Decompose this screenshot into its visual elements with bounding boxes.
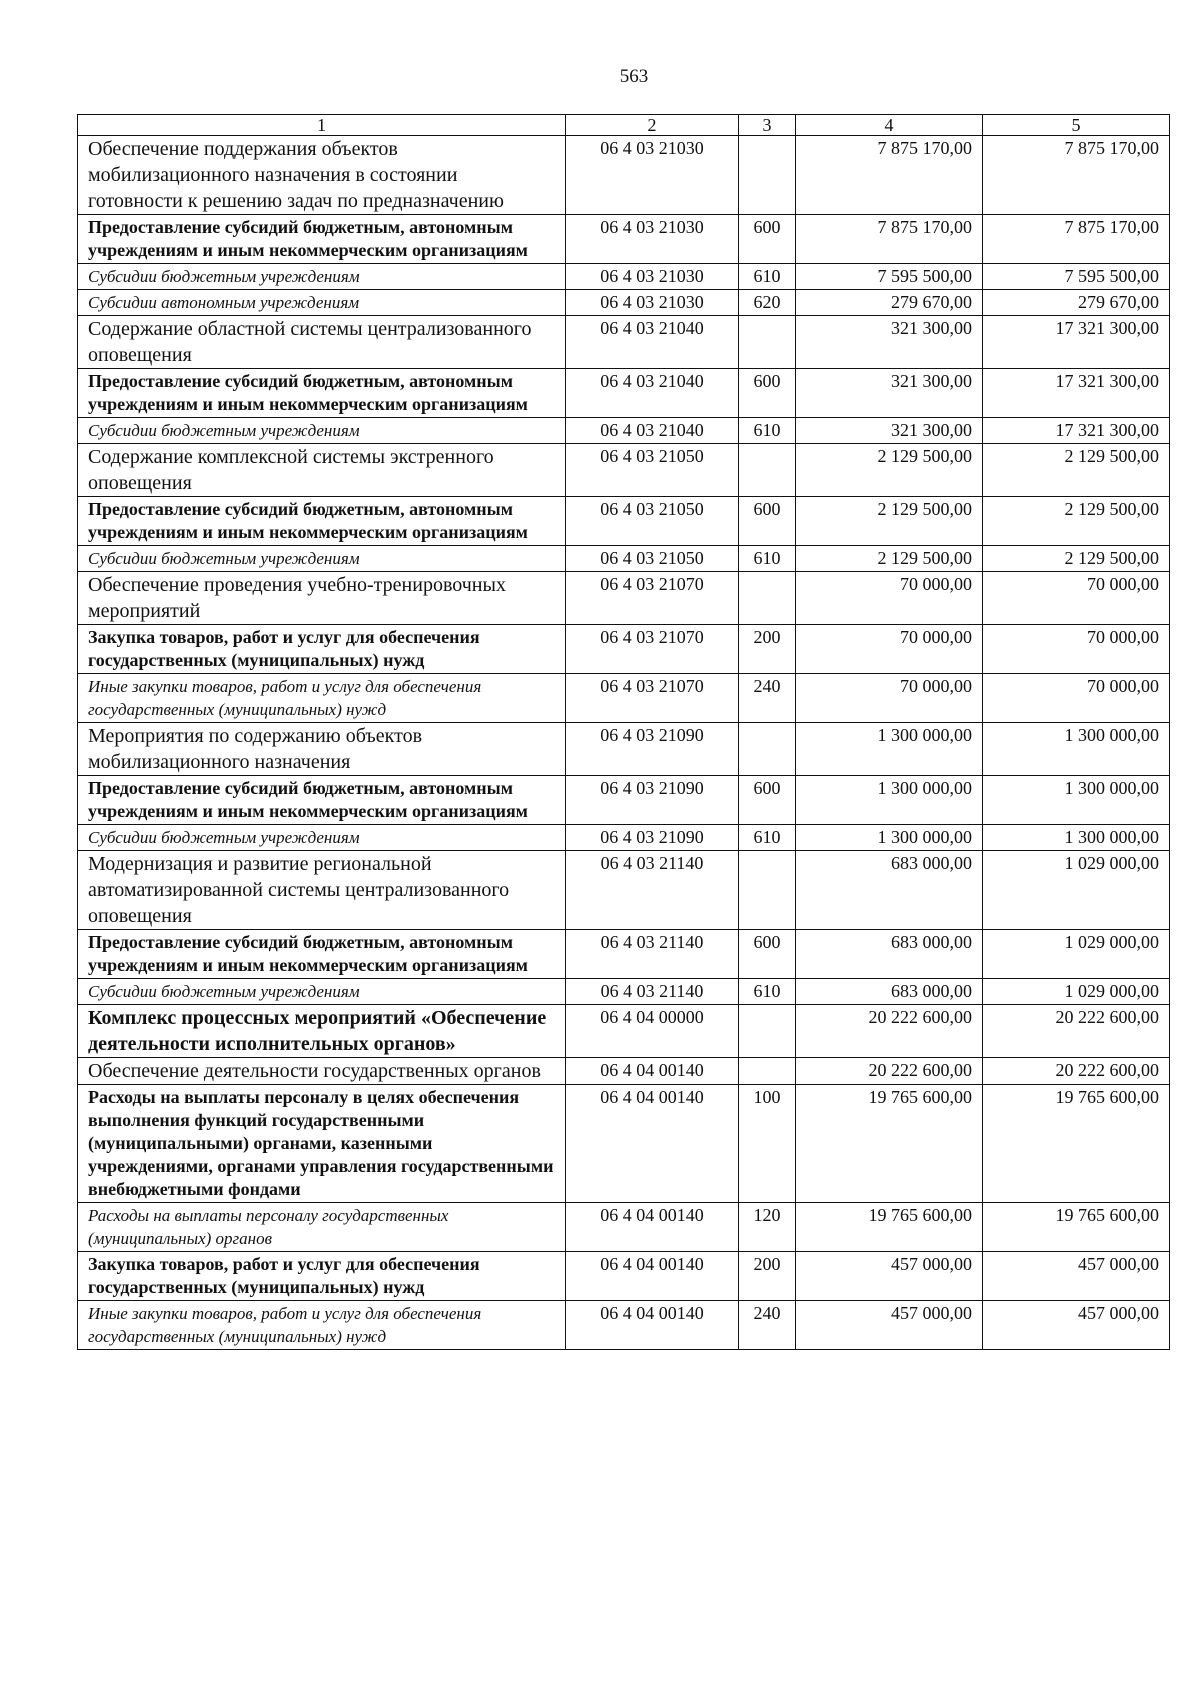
table-row (78, 418, 1170, 444)
row-amount-1-cell: 70 000,00 (796, 572, 983, 625)
row-expense-type-cell: 600 (739, 930, 796, 979)
row-expense-type-cell: 610 (739, 546, 796, 572)
row-amount-1-cell: 457 000,00 (796, 1252, 983, 1301)
row-amount-1-cell: 457 000,00 (796, 1301, 983, 1350)
row-name-cell: Субсидии бюджетным учреждениям (78, 546, 566, 572)
row-expense-type-cell: 600 (739, 776, 796, 825)
row-code-cell: 06 4 03 21090 (566, 825, 739, 851)
row-code-cell: 06 4 03 21040 (566, 418, 739, 444)
row-expense-type-cell: 240 (739, 1301, 796, 1350)
row-amount-2-cell: 2 129 500,00 (983, 546, 1170, 572)
row-amount-1-cell: 7 875 170,00 (796, 136, 983, 215)
row-amount-1-cell: 321 300,00 (796, 316, 983, 369)
row-code-cell: 06 4 03 21030 (566, 136, 739, 215)
row-amount-2-cell: 17 321 300,00 (983, 418, 1170, 444)
row-expense-type-cell (739, 316, 796, 369)
table-row (78, 1058, 1170, 1085)
row-amount-2-cell: 279 670,00 (983, 290, 1170, 316)
table-row (78, 825, 1170, 851)
row-amount-2-cell: 19 765 600,00 (983, 1085, 1170, 1203)
row-amount-2-cell: 7 595 500,00 (983, 264, 1170, 290)
row-amount-2-cell: 20 222 600,00 (983, 1058, 1170, 1085)
row-amount-1-cell: 321 300,00 (796, 418, 983, 444)
row-amount-2-cell: 70 000,00 (983, 572, 1170, 625)
row-name-cell: Предоставление субсидий бюджетным, автономным учреждениям и иным некоммерческим организациям (78, 776, 566, 825)
page-number: 563 (619, 66, 649, 87)
table-row (78, 215, 1170, 264)
row-amount-2-cell: 1 029 000,00 (983, 979, 1170, 1005)
row-expense-type-cell: 600 (739, 497, 796, 546)
row-expense-type-cell: 600 (739, 215, 796, 264)
row-amount-1-cell: 19 765 600,00 (796, 1085, 983, 1203)
row-expense-type-cell: 100 (739, 1085, 796, 1203)
row-code-cell: 06 4 04 00140 (566, 1252, 739, 1301)
table-row (78, 1203, 1170, 1252)
table-row (78, 546, 1170, 572)
row-name-cell: Комплекс процессных мероприятий «Обеспечение деятельности исполнительных органов» (78, 1005, 566, 1058)
row-amount-2-cell: 1 300 000,00 (983, 723, 1170, 776)
row-expense-type-cell: 120 (739, 1203, 796, 1252)
row-expense-type-cell: 610 (739, 825, 796, 851)
row-code-cell: 06 4 03 21030 (566, 264, 739, 290)
row-code-cell: 06 4 03 21070 (566, 625, 739, 674)
row-code-cell: 06 4 03 21040 (566, 369, 739, 418)
table-row (78, 369, 1170, 418)
row-name-cell: Субсидии автономным учреждениям (78, 290, 566, 316)
row-amount-2-cell: 2 129 500,00 (983, 444, 1170, 497)
row-amount-2-cell: 457 000,00 (983, 1252, 1170, 1301)
row-name-cell: Модернизация и развитие региональной автоматизированной системы централизованного оповещения (78, 851, 566, 930)
table-row (78, 723, 1170, 776)
row-name-cell: Расходы на выплаты персоналу в целях обеспечения выполнения функций государственными (муниципальными) органами, казенными учреждениями, органами управления государственными внебюджетными фондами (78, 1085, 566, 1203)
row-name-cell: Расходы на выплаты персоналу государственных (муниципальных) органов (78, 1203, 566, 1252)
row-code-cell: 06 4 03 21030 (566, 290, 739, 316)
row-code-cell: 06 4 03 21090 (566, 723, 739, 776)
row-name-cell: Иные закупки товаров, работ и услуг для обеспечения государственных (муниципальных) нужд (78, 1301, 566, 1350)
row-amount-1-cell: 70 000,00 (796, 625, 983, 674)
row-amount-1-cell: 683 000,00 (796, 851, 983, 930)
row-code-cell: 06 4 03 21090 (566, 776, 739, 825)
row-code-cell: 06 4 04 00000 (566, 1005, 739, 1058)
row-amount-1-cell: 2 129 500,00 (796, 546, 983, 572)
row-name-cell: Субсидии бюджетным учреждениям (78, 979, 566, 1005)
row-name-cell: Обеспечение деятельности государственных органов (78, 1058, 566, 1085)
table-row (78, 136, 1170, 215)
row-code-cell: 06 4 03 21070 (566, 674, 739, 723)
row-expense-type-cell: 610 (739, 418, 796, 444)
row-name-cell: Обеспечение поддержания объектов мобилизационного назначения в состоянии готовности к решению задач по предназначению (78, 136, 566, 215)
row-amount-1-cell: 7 875 170,00 (796, 215, 983, 264)
table-body (78, 136, 1170, 1350)
row-code-cell: 06 4 03 21140 (566, 930, 739, 979)
row-amount-2-cell: 1 300 000,00 (983, 825, 1170, 851)
row-amount-1-cell: 19 765 600,00 (796, 1203, 983, 1252)
row-code-cell: 06 4 03 21140 (566, 979, 739, 1005)
row-name-cell: Предоставление субсидий бюджетным, автономным учреждениям и иным некоммерческим организациям (78, 497, 566, 546)
row-name-cell: Обеспечение проведения учебно-тренировочных мероприятий (78, 572, 566, 625)
row-name-cell: Мероприятия по содержанию объектов мобилизационного назначения (78, 723, 566, 776)
row-amount-2-cell: 1 029 000,00 (983, 851, 1170, 930)
row-amount-1-cell: 321 300,00 (796, 369, 983, 418)
row-code-cell: 06 4 03 21040 (566, 316, 739, 369)
row-amount-2-cell: 17 321 300,00 (983, 369, 1170, 418)
row-name-cell: Иные закупки товаров, работ и услуг для обеспечения государственных (муниципальных) нужд (78, 674, 566, 723)
table-row (78, 979, 1170, 1005)
row-amount-1-cell: 683 000,00 (796, 979, 983, 1005)
table-row (78, 851, 1170, 930)
row-name-cell: Содержание областной системы централизованного оповещения (78, 316, 566, 369)
row-amount-2-cell: 70 000,00 (983, 674, 1170, 723)
row-expense-type-cell: 200 (739, 1252, 796, 1301)
row-amount-1-cell: 2 129 500,00 (796, 444, 983, 497)
row-expense-type-cell (739, 1058, 796, 1085)
table-row (78, 497, 1170, 546)
row-amount-1-cell: 1 300 000,00 (796, 825, 983, 851)
row-expense-type-cell: 610 (739, 264, 796, 290)
table-row (78, 316, 1170, 369)
row-expense-type-cell (739, 723, 796, 776)
table-header-row (78, 115, 1170, 136)
row-expense-type-cell: 200 (739, 625, 796, 674)
row-code-cell: 06 4 04 00140 (566, 1301, 739, 1350)
table-row (78, 264, 1170, 290)
table-row (78, 572, 1170, 625)
row-amount-2-cell: 457 000,00 (983, 1301, 1170, 1350)
row-amount-2-cell: 1 300 000,00 (983, 776, 1170, 825)
row-amount-1-cell: 20 222 600,00 (796, 1058, 983, 1085)
row-amount-2-cell: 1 029 000,00 (983, 930, 1170, 979)
column-header: 3 (739, 115, 796, 136)
row-code-cell: 06 4 04 00140 (566, 1058, 739, 1085)
row-name-cell: Предоставление субсидий бюджетным, автономным учреждениям и иным некоммерческим организациям (78, 930, 566, 979)
table-row (78, 290, 1170, 316)
row-amount-2-cell: 19 765 600,00 (983, 1203, 1170, 1252)
row-name-cell: Закупка товаров, работ и услуг для обеспечения государственных (муниципальных) нужд (78, 1252, 566, 1301)
row-amount-1-cell: 683 000,00 (796, 930, 983, 979)
row-expense-type-cell (739, 851, 796, 930)
row-expense-type-cell (739, 572, 796, 625)
row-expense-type-cell (739, 136, 796, 215)
row-code-cell: 06 4 04 00140 (566, 1203, 739, 1252)
row-expense-type-cell: 600 (739, 369, 796, 418)
row-amount-1-cell: 1 300 000,00 (796, 776, 983, 825)
row-amount-1-cell: 279 670,00 (796, 290, 983, 316)
row-expense-type-cell: 620 (739, 290, 796, 316)
row-amount-1-cell: 20 222 600,00 (796, 1005, 983, 1058)
column-header: 1 (78, 115, 566, 136)
row-code-cell: 06 4 03 21030 (566, 215, 739, 264)
row-expense-type-cell: 610 (739, 979, 796, 1005)
column-header: 4 (796, 115, 983, 136)
row-amount-1-cell: 2 129 500,00 (796, 497, 983, 546)
row-code-cell: 06 4 04 00140 (566, 1085, 739, 1203)
row-expense-type-cell (739, 444, 796, 497)
row-name-cell: Субсидии бюджетным учреждениям (78, 825, 566, 851)
table-row (78, 625, 1170, 674)
table-row (78, 444, 1170, 497)
table-row (78, 1085, 1170, 1203)
table-row (78, 1252, 1170, 1301)
row-code-cell: 06 4 03 21070 (566, 572, 739, 625)
table-row (78, 1301, 1170, 1350)
row-name-cell: Субсидии бюджетным учреждениям (78, 264, 566, 290)
table-row (78, 930, 1170, 979)
row-code-cell: 06 4 03 21050 (566, 444, 739, 497)
row-amount-2-cell: 70 000,00 (983, 625, 1170, 674)
row-name-cell: Содержание комплексной системы экстренного оповещения (78, 444, 566, 497)
row-expense-type-cell (739, 1005, 796, 1058)
row-amount-2-cell: 7 875 170,00 (983, 215, 1170, 264)
row-amount-1-cell: 1 300 000,00 (796, 723, 983, 776)
row-expense-type-cell: 240 (739, 674, 796, 723)
budget-table (77, 114, 1170, 1350)
row-amount-2-cell: 20 222 600,00 (983, 1005, 1170, 1058)
table-row (78, 674, 1170, 723)
table-row (78, 1005, 1170, 1058)
row-name-cell: Субсидии бюджетным учреждениям (78, 418, 566, 444)
row-amount-2-cell: 17 321 300,00 (983, 316, 1170, 369)
row-name-cell: Закупка товаров, работ и услуг для обеспечения государственных (муниципальных) нужд (78, 625, 566, 674)
row-amount-2-cell: 2 129 500,00 (983, 497, 1170, 546)
row-name-cell: Предоставление субсидий бюджетным, автономным учреждениям и иным некоммерческим организациям (78, 215, 566, 264)
row-amount-1-cell: 7 595 500,00 (796, 264, 983, 290)
row-name-cell: Предоставление субсидий бюджетным, автономным учреждениям и иным некоммерческим организациям (78, 369, 566, 418)
column-header: 2 (566, 115, 739, 136)
row-amount-1-cell: 70 000,00 (796, 674, 983, 723)
column-header: 5 (983, 115, 1170, 136)
row-amount-2-cell: 7 875 170,00 (983, 136, 1170, 215)
row-code-cell: 06 4 03 21050 (566, 497, 739, 546)
table-row (78, 776, 1170, 825)
row-code-cell: 06 4 03 21140 (566, 851, 739, 930)
row-code-cell: 06 4 03 21050 (566, 546, 739, 572)
